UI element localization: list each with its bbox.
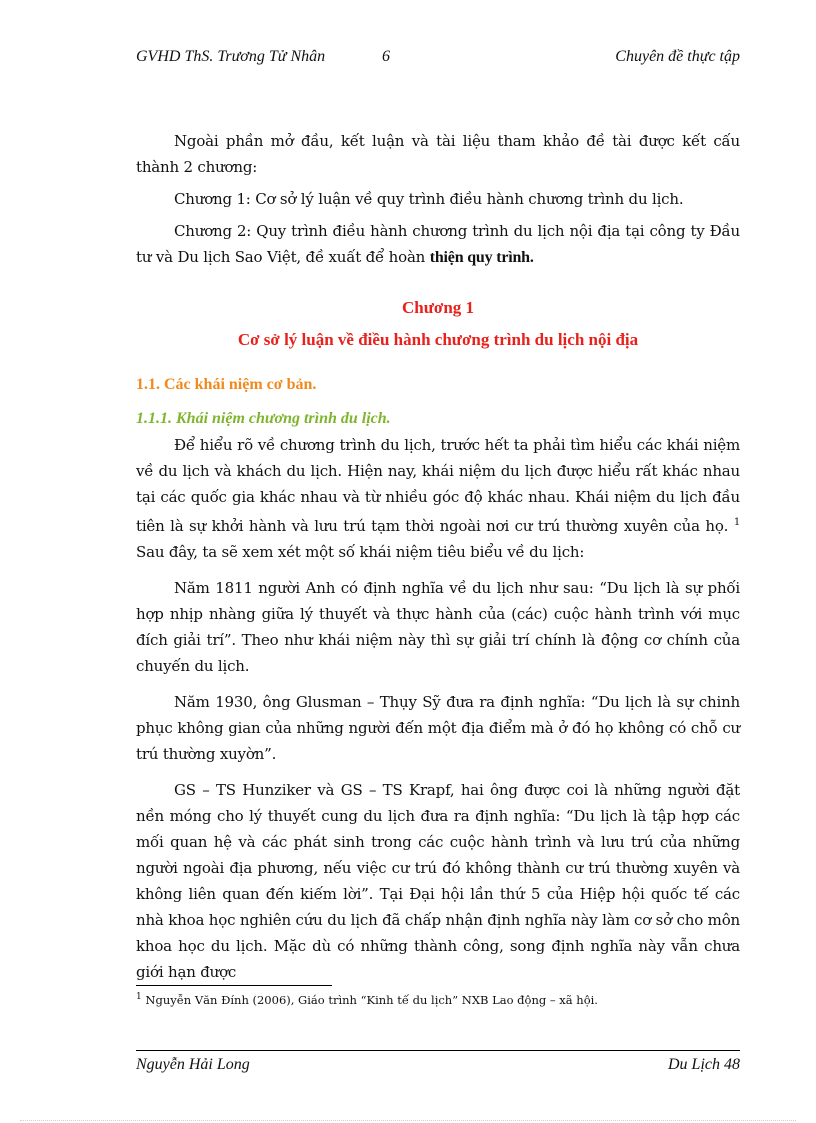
- paragraph-hunziker: GS – TS Hunziker và GS – TS Krapf, hai ông được coi là những người đặt nền móng cho lý thuyết cung du lịch đưa ra định nghĩa: “Du lịch là tập hợp các mối quan hệ và các phát sinh trong các cuộc hành trình và lưu trú của những người ngoài địa phương, nếu việc cư trú đó không thành cư trú thường xuyên và không liên quan đến kiếm lời”. Tại Đại hội lần thứ 5 của Hiệp hội quốc tế các nhà khoa học nghiên cứu du lịch đã chấp nhận định nghĩa này làm cơ sở cho môn khoa học du lịch. Mặc dù có những thành công, song định nghĩa này vẫn chưa giới hạn được: [136, 781, 740, 981]
- intro-chapter2-text: Chương 2: Quy trình điều hành chương trình du lịch nội địa tại công ty Đầu tư và Du lịch Sao Việt, đề xuất để hoàn: [136, 222, 740, 266]
- paragraph-text-cont: Sau đây, ta sẽ xem xét một số khái niệm tiêu biểu về du lịch:: [136, 543, 585, 561]
- subsection-heading: 1.1.1. Khái niệm chương trình du lịch.: [136, 410, 391, 427]
- page-footer: [136, 1056, 740, 1078]
- intro-chapter2-bold: thiện quy trình.: [429, 249, 534, 266]
- header-title: Chuyên đề thực tập: [615, 48, 740, 65]
- footnote-number: 1: [136, 992, 142, 1002]
- page-header: [136, 48, 740, 70]
- intro-block: [136, 128, 740, 271]
- paragraph-intro-concepts: [136, 432, 740, 565]
- header-page-number: 6: [382, 48, 390, 65]
- intro-chapter1: Chương 1: Cơ sở lý luận về quy trình điều hành chương trình du lịch.: [174, 190, 684, 208]
- footnote-text: Nguyễn Văn Đính (2006), Giáo trình “Kinh tế du lịch” NXB Lao động – xã hội.: [145, 992, 598, 1007]
- main-body: [136, 432, 740, 985]
- footnote-divider: [136, 985, 332, 986]
- footnote: [136, 992, 598, 1007]
- footer-class: Du Lịch 48: [668, 1056, 740, 1073]
- header-advisor: GVHD ThS. Trương Tử Nhân: [136, 48, 326, 65]
- paragraph-text: Để hiểu rõ về chương trình du lịch, trước hết ta phải tìm hiểu các khái niệm về du lịch và khách du lịch. Hiện nay, khái niệm du lịch được hiểu rất khác nhau tại các quốc gia khác nhau và từ nhiều góc độ khác nhau. Khái niệm du lịch đầu tiên là sự khởi hành và lưu trú tạm thời ngoài nơi cư trú thường xuyên của họ.: [136, 436, 740, 535]
- intro-paragraph: Ngoài phần mở đầu, kết luận và tài liệu tham khảo đề tài được kết cấu thành 2 chương:: [136, 132, 740, 176]
- footer-author: Nguyễn Hải Long: [136, 1056, 250, 1073]
- intro-chapter2: [136, 218, 740, 271]
- page-boundary: [20, 1120, 796, 1121]
- section-heading: 1.1. Các khái niệm cơ bản.: [136, 376, 317, 393]
- footnote-ref: 1: [733, 517, 740, 528]
- footer-divider: [136, 1050, 740, 1051]
- chapter-title: Cơ sở lý luận về điều hành chương trình du lịch nội địa: [237, 330, 639, 349]
- paragraph-1930: Năm 1930, ông Glusman – Thụy Sỹ đưa ra định nghĩa: “Du lịch là sự chinh phục không gian của những người đến một địa điểm mà ở đó họ không có chỗ cư trú thường xuyờn”.: [136, 693, 740, 763]
- chapter-label: Chương 1: [401, 298, 475, 317]
- paragraph-1811: Năm 1811 người Anh có định nghĩa về du lịch như sau: “Du lịch là sự phối hợp nhịp nhàng giữa lý thuyết và thực hành của (các) cuộc hành trình với mục đích giải trí”. Theo như khái niệm này thì sự giải trí chính là động cơ chính của chuyến du lịch.: [136, 579, 740, 675]
